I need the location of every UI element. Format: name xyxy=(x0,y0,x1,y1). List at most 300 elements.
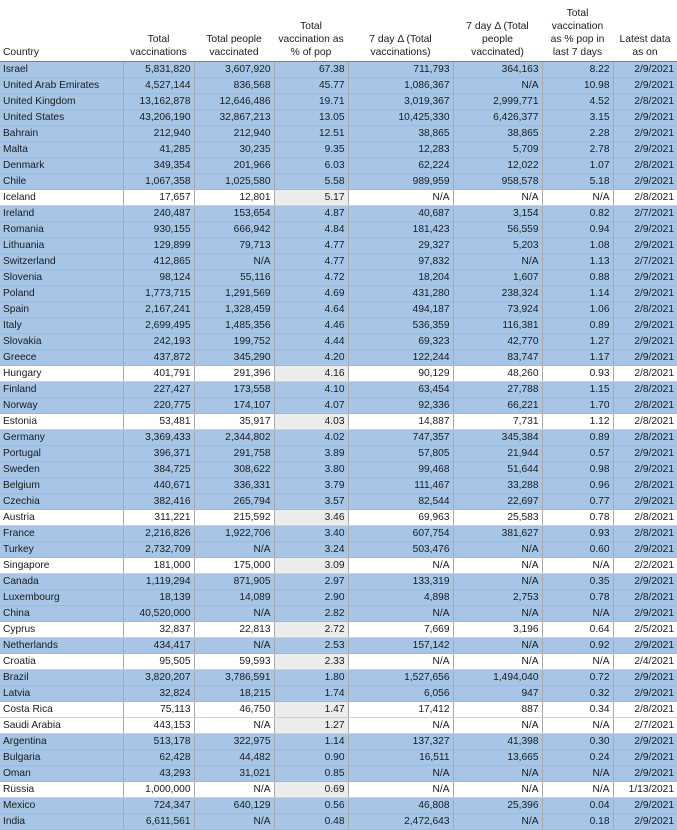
cell-total-people-vaccinated: 31,021 xyxy=(194,766,274,782)
cell-total-vaccinations: 434,417 xyxy=(123,638,194,654)
cell-7day-people: N/A xyxy=(453,718,542,734)
cell-total-vaccinations: 2,167,241 xyxy=(123,302,194,318)
cell-latest-date: 2/8/2021 xyxy=(613,158,677,174)
cell-7day-total: 62,224 xyxy=(348,158,453,174)
cell-pct-pop: 4.69 xyxy=(274,286,348,302)
cell-country: India xyxy=(0,814,123,830)
cell-total-vaccinations: 437,872 xyxy=(123,350,194,366)
cell-latest-date: 2/9/2021 xyxy=(613,174,677,190)
cell-pct-pop: 2.90 xyxy=(274,590,348,606)
cell-pct-pop: 6.03 xyxy=(274,158,348,174)
cell-7day-total: N/A xyxy=(348,606,453,622)
cell-total-vaccinations: 62,428 xyxy=(123,750,194,766)
cell-7day-total: 17,412 xyxy=(348,702,453,718)
table-row xyxy=(0,126,677,142)
cell-pct-pop: 0.85 xyxy=(274,766,348,782)
cell-total-vaccinations: 3,369,433 xyxy=(123,430,194,446)
cell-pct-last-7-days: 1.14 xyxy=(542,286,613,302)
table-row xyxy=(0,670,677,686)
cell-pct-last-7-days: 0.18 xyxy=(542,814,613,830)
cell-pct-last-7-days: 0.89 xyxy=(542,430,613,446)
cell-pct-last-7-days: 0.98 xyxy=(542,462,613,478)
cell-total-people-vaccinated: 59,593 xyxy=(194,654,274,670)
cell-latest-date: 2/9/2021 xyxy=(613,126,677,142)
cell-total-people-vaccinated: 1,922,706 xyxy=(194,526,274,542)
cell-7day-total: 14,887 xyxy=(348,414,453,430)
cell-country: Sweden xyxy=(0,462,123,478)
header-latest-date: Latest data as on xyxy=(613,0,677,62)
cell-country: France xyxy=(0,526,123,542)
cell-total-people-vaccinated: 18,215 xyxy=(194,686,274,702)
cell-total-vaccinations: 5,831,820 xyxy=(123,62,194,78)
cell-latest-date: 2/9/2021 xyxy=(613,222,677,238)
cell-total-people-vaccinated: 1,485,356 xyxy=(194,318,274,334)
cell-latest-date: 2/9/2021 xyxy=(613,734,677,750)
cell-total-vaccinations: 384,725 xyxy=(123,462,194,478)
cell-7day-people: 13,665 xyxy=(453,750,542,766)
cell-latest-date: 2/8/2021 xyxy=(613,478,677,494)
cell-latest-date: 2/9/2021 xyxy=(613,798,677,814)
cell-total-vaccinations: 440,671 xyxy=(123,478,194,494)
cell-latest-date: 2/8/2021 xyxy=(613,398,677,414)
cell-latest-date: 2/8/2021 xyxy=(613,302,677,318)
table-row xyxy=(0,286,677,302)
cell-pct-pop: 3.80 xyxy=(274,462,348,478)
cell-latest-date: 2/8/2021 xyxy=(613,366,677,382)
cell-total-people-vaccinated: 265,794 xyxy=(194,494,274,510)
cell-total-people-vaccinated: 666,942 xyxy=(194,222,274,238)
cell-country: Denmark xyxy=(0,158,123,174)
table-row xyxy=(0,366,677,382)
cell-pct-last-7-days: 0.04 xyxy=(542,798,613,814)
cell-7day-people: 364,163 xyxy=(453,62,542,78)
cell-pct-last-7-days: 1.07 xyxy=(542,158,613,174)
cell-pct-last-7-days: 4.52 xyxy=(542,94,613,110)
cell-pct-last-7-days: 0.64 xyxy=(542,622,613,638)
cell-total-vaccinations: 724,347 xyxy=(123,798,194,814)
cell-total-vaccinations: 401,791 xyxy=(123,366,194,382)
cell-7day-people: N/A xyxy=(453,814,542,830)
cell-total-vaccinations: 412,865 xyxy=(123,254,194,270)
cell-7day-total: N/A xyxy=(348,654,453,670)
cell-7day-people: 3,154 xyxy=(453,206,542,222)
cell-pct-last-7-days: N/A xyxy=(542,718,613,734)
cell-total-vaccinations: 311,221 xyxy=(123,510,194,526)
table-row xyxy=(0,782,677,798)
table-row xyxy=(0,798,677,814)
cell-country: Russia xyxy=(0,782,123,798)
cell-7day-people: N/A xyxy=(453,190,542,206)
cell-7day-total: 69,323 xyxy=(348,334,453,350)
cell-7day-total: 6,056 xyxy=(348,686,453,702)
cell-7day-total: 133,319 xyxy=(348,574,453,590)
cell-7day-total: 111,467 xyxy=(348,478,453,494)
cell-country: Oman xyxy=(0,766,123,782)
cell-country: Bulgaria xyxy=(0,750,123,766)
cell-pct-last-7-days: 0.96 xyxy=(542,478,613,494)
cell-country: Norway xyxy=(0,398,123,414)
table-row xyxy=(0,734,677,750)
cell-pct-pop: 2.82 xyxy=(274,606,348,622)
cell-7day-total: 18,204 xyxy=(348,270,453,286)
cell-latest-date: 2/9/2021 xyxy=(613,670,677,686)
cell-7day-people: 38,865 xyxy=(453,126,542,142)
cell-country: Germany xyxy=(0,430,123,446)
cell-total-people-vaccinated: N/A xyxy=(194,542,274,558)
cell-7day-total: 90,129 xyxy=(348,366,453,382)
cell-7day-total: 157,142 xyxy=(348,638,453,654)
cell-7day-people: 6,426,377 xyxy=(453,110,542,126)
cell-pct-pop: 19.71 xyxy=(274,94,348,110)
table-row xyxy=(0,590,677,606)
cell-pct-last-7-days: 2.78 xyxy=(542,142,613,158)
cell-7day-total: 69,963 xyxy=(348,510,453,526)
table-row xyxy=(0,494,677,510)
cell-7day-total: 97,832 xyxy=(348,254,453,270)
cell-7day-total: 38,865 xyxy=(348,126,453,142)
cell-pct-pop: 1.74 xyxy=(274,686,348,702)
cell-7day-people: N/A xyxy=(453,542,542,558)
cell-country: Canada xyxy=(0,574,123,590)
cell-7day-people: 345,384 xyxy=(453,430,542,446)
cell-country: United Arab Emirates xyxy=(0,78,123,94)
cell-latest-date: 2/9/2021 xyxy=(613,606,677,622)
cell-pct-last-7-days: 0.34 xyxy=(542,702,613,718)
cell-7day-total: 4,898 xyxy=(348,590,453,606)
cell-7day-people: N/A xyxy=(453,782,542,798)
cell-country: Turkey xyxy=(0,542,123,558)
cell-latest-date: 2/9/2021 xyxy=(613,318,677,334)
cell-pct-pop: 4.46 xyxy=(274,318,348,334)
cell-7day-total: 181,423 xyxy=(348,222,453,238)
cell-pct-last-7-days: 1.06 xyxy=(542,302,613,318)
cell-pct-pop: 5.58 xyxy=(274,174,348,190)
cell-7day-people: N/A xyxy=(453,766,542,782)
table-row xyxy=(0,558,677,574)
cell-pct-last-7-days: 0.92 xyxy=(542,638,613,654)
cell-latest-date: 2/9/2021 xyxy=(613,750,677,766)
table-row xyxy=(0,238,677,254)
cell-pct-last-7-days: N/A xyxy=(542,606,613,622)
table-row xyxy=(0,702,677,718)
cell-7day-total: 3,019,367 xyxy=(348,94,453,110)
cell-total-people-vaccinated: 836,568 xyxy=(194,78,274,94)
table-row xyxy=(0,94,677,110)
cell-total-vaccinations: 240,487 xyxy=(123,206,194,222)
cell-latest-date: 2/9/2021 xyxy=(613,334,677,350)
cell-total-vaccinations: 17,657 xyxy=(123,190,194,206)
cell-7day-total: 747,357 xyxy=(348,430,453,446)
cell-country: Ireland xyxy=(0,206,123,222)
cell-country: Latvia xyxy=(0,686,123,702)
cell-7day-total: 16,511 xyxy=(348,750,453,766)
cell-country: Luxembourg xyxy=(0,590,123,606)
table-row xyxy=(0,334,677,350)
cell-latest-date: 2/8/2021 xyxy=(613,94,677,110)
cell-pct-pop: 4.77 xyxy=(274,238,348,254)
cell-pct-last-7-days: N/A xyxy=(542,190,613,206)
cell-7day-people: 5,709 xyxy=(453,142,542,158)
cell-pct-last-7-days: 0.32 xyxy=(542,686,613,702)
cell-latest-date: 2/8/2021 xyxy=(613,190,677,206)
cell-7day-people: 83,747 xyxy=(453,350,542,366)
cell-pct-pop: 0.56 xyxy=(274,798,348,814)
cell-total-vaccinations: 32,837 xyxy=(123,622,194,638)
cell-pct-pop: 2.33 xyxy=(274,654,348,670)
cell-pct-last-7-days: 0.88 xyxy=(542,270,613,286)
cell-7day-total: 494,187 xyxy=(348,302,453,318)
cell-total-vaccinations: 18,139 xyxy=(123,590,194,606)
cell-total-people-vaccinated: 1,291,569 xyxy=(194,286,274,302)
cell-pct-pop: 3.89 xyxy=(274,446,348,462)
cell-latest-date: 2/9/2021 xyxy=(613,462,677,478)
cell-pct-pop: 9.35 xyxy=(274,142,348,158)
cell-total-vaccinations: 75,113 xyxy=(123,702,194,718)
cell-total-vaccinations: 212,940 xyxy=(123,126,194,142)
cell-latest-date: 2/4/2021 xyxy=(613,654,677,670)
cell-7day-people: 27,788 xyxy=(453,382,542,398)
cell-country: Croatia xyxy=(0,654,123,670)
cell-7day-total: 607,754 xyxy=(348,526,453,542)
cell-7day-people: 25,583 xyxy=(453,510,542,526)
cell-pct-pop: 1.47 xyxy=(274,702,348,718)
cell-country: Austria xyxy=(0,510,123,526)
cell-country: Finland xyxy=(0,382,123,398)
cell-7day-total: 29,327 xyxy=(348,238,453,254)
cell-7day-people: 2,999,771 xyxy=(453,94,542,110)
cell-pct-pop: 4.87 xyxy=(274,206,348,222)
cell-total-people-vaccinated: 336,331 xyxy=(194,478,274,494)
cell-country: Greece xyxy=(0,350,123,366)
cell-7day-total: 711,793 xyxy=(348,62,453,78)
cell-pct-last-7-days: 0.93 xyxy=(542,366,613,382)
cell-7day-people: 887 xyxy=(453,702,542,718)
cell-total-people-vaccinated: 175,000 xyxy=(194,558,274,574)
cell-7day-people: 33,288 xyxy=(453,478,542,494)
cell-country: China xyxy=(0,606,123,622)
cell-latest-date: 2/7/2021 xyxy=(613,206,677,222)
cell-latest-date: 2/9/2021 xyxy=(613,286,677,302)
cell-total-vaccinations: 3,820,207 xyxy=(123,670,194,686)
cell-7day-people: 21,944 xyxy=(453,446,542,462)
cell-country: Italy xyxy=(0,318,123,334)
table-row xyxy=(0,750,677,766)
table-row xyxy=(0,414,677,430)
table-row xyxy=(0,142,677,158)
table-row xyxy=(0,302,677,318)
cell-total-vaccinations: 53,481 xyxy=(123,414,194,430)
cell-total-vaccinations: 382,416 xyxy=(123,494,194,510)
cell-7day-people: 7,731 xyxy=(453,414,542,430)
cell-pct-last-7-days: 0.94 xyxy=(542,222,613,238)
cell-total-people-vaccinated: 3,786,591 xyxy=(194,670,274,686)
cell-pct-pop: 12.51 xyxy=(274,126,348,142)
cell-total-vaccinations: 41,285 xyxy=(123,142,194,158)
cell-total-vaccinations: 1,119,294 xyxy=(123,574,194,590)
cell-total-people-vaccinated: 199,752 xyxy=(194,334,274,350)
cell-pct-last-7-days: 1.27 xyxy=(542,334,613,350)
cell-pct-pop: 4.64 xyxy=(274,302,348,318)
cell-country: Argentina xyxy=(0,734,123,750)
cell-total-vaccinations: 220,775 xyxy=(123,398,194,414)
cell-7day-total: 989,959 xyxy=(348,174,453,190)
table-row xyxy=(0,718,677,734)
cell-country: Cyprus xyxy=(0,622,123,638)
cell-7day-total: 40,687 xyxy=(348,206,453,222)
cell-total-people-vaccinated: 291,758 xyxy=(194,446,274,462)
cell-latest-date: 2/2/2021 xyxy=(613,558,677,574)
cell-total-vaccinations: 43,293 xyxy=(123,766,194,782)
table-row xyxy=(0,654,677,670)
cell-7day-people: N/A xyxy=(453,638,542,654)
cell-total-people-vaccinated: 12,801 xyxy=(194,190,274,206)
cell-total-vaccinations: 2,216,826 xyxy=(123,526,194,542)
table-row xyxy=(0,398,677,414)
cell-pct-last-7-days: N/A xyxy=(542,782,613,798)
cell-7day-total: 99,468 xyxy=(348,462,453,478)
cell-country: Costa Rica xyxy=(0,702,123,718)
cell-total-people-vaccinated: 44,482 xyxy=(194,750,274,766)
cell-latest-date: 2/9/2021 xyxy=(613,142,677,158)
cell-pct-last-7-days: 2.28 xyxy=(542,126,613,142)
cell-pct-pop: 2.53 xyxy=(274,638,348,654)
table-body xyxy=(0,62,677,830)
cell-country: Romania xyxy=(0,222,123,238)
cell-total-people-vaccinated: 201,966 xyxy=(194,158,274,174)
cell-pct-pop: 1.80 xyxy=(274,670,348,686)
cell-pct-pop: 4.02 xyxy=(274,430,348,446)
cell-total-people-vaccinated: 2,344,802 xyxy=(194,430,274,446)
cell-pct-pop: 4.77 xyxy=(274,254,348,270)
cell-7day-people: 48,260 xyxy=(453,366,542,382)
cell-7day-people: N/A xyxy=(453,78,542,94)
cell-pct-pop: 4.72 xyxy=(274,270,348,286)
cell-total-people-vaccinated: 55,116 xyxy=(194,270,274,286)
cell-7day-people: 947 xyxy=(453,686,542,702)
cell-country: Portugal xyxy=(0,446,123,462)
cell-latest-date: 2/9/2021 xyxy=(613,814,677,830)
table-row xyxy=(0,158,677,174)
cell-pct-last-7-days: N/A xyxy=(542,654,613,670)
cell-pct-last-7-days: 10.98 xyxy=(542,78,613,94)
cell-7day-people: N/A xyxy=(453,606,542,622)
table-row xyxy=(0,318,677,334)
header-pct-last-7-days: Total vaccination as % pop in last 7 days xyxy=(542,0,613,62)
cell-pct-last-7-days: N/A xyxy=(542,558,613,574)
cell-7day-total: N/A xyxy=(348,190,453,206)
cell-latest-date: 2/8/2021 xyxy=(613,590,677,606)
cell-total-vaccinations: 4,527,144 xyxy=(123,78,194,94)
cell-7day-total: 137,327 xyxy=(348,734,453,750)
cell-pct-pop: 4.84 xyxy=(274,222,348,238)
table-row xyxy=(0,174,677,190)
cell-latest-date: 2/7/2021 xyxy=(613,254,677,270)
cell-7day-people: 116,381 xyxy=(453,318,542,334)
cell-total-vaccinations: 2,699,495 xyxy=(123,318,194,334)
table-row xyxy=(0,222,677,238)
cell-pct-last-7-days: 1.15 xyxy=(542,382,613,398)
cell-total-vaccinations: 513,178 xyxy=(123,734,194,750)
cell-7day-total: 431,280 xyxy=(348,286,453,302)
header-country: Country xyxy=(0,0,123,62)
table-row xyxy=(0,206,677,222)
cell-pct-pop: 45.77 xyxy=(274,78,348,94)
cell-7day-people: 41,398 xyxy=(453,734,542,750)
cell-total-people-vaccinated: 12,646,486 xyxy=(194,94,274,110)
cell-total-people-vaccinated: 35,917 xyxy=(194,414,274,430)
table-row xyxy=(0,814,677,830)
cell-7day-total: 503,476 xyxy=(348,542,453,558)
cell-7day-people: 1,607 xyxy=(453,270,542,286)
cell-7day-people: 1,494,040 xyxy=(453,670,542,686)
cell-latest-date: 2/9/2021 xyxy=(613,110,677,126)
cell-total-people-vaccinated: 30,235 xyxy=(194,142,274,158)
cell-total-people-vaccinated: 174,107 xyxy=(194,398,274,414)
cell-7day-people: 25,396 xyxy=(453,798,542,814)
cell-country: Brazil xyxy=(0,670,123,686)
cell-pct-pop: 0.90 xyxy=(274,750,348,766)
cell-pct-pop: 3.40 xyxy=(274,526,348,542)
cell-pct-pop: 4.03 xyxy=(274,414,348,430)
cell-pct-pop: 3.79 xyxy=(274,478,348,494)
table-row xyxy=(0,430,677,446)
table-row xyxy=(0,686,677,702)
cell-latest-date: 2/9/2021 xyxy=(613,574,677,590)
cell-total-people-vaccinated: 46,750 xyxy=(194,702,274,718)
cell-7day-people: 51,644 xyxy=(453,462,542,478)
cell-total-people-vaccinated: N/A xyxy=(194,782,274,798)
table-row xyxy=(0,270,677,286)
cell-pct-pop: 67.38 xyxy=(274,62,348,78)
cell-pct-last-7-days: 0.78 xyxy=(542,510,613,526)
cell-country: Mexico xyxy=(0,798,123,814)
cell-latest-date: 2/9/2021 xyxy=(613,494,677,510)
cell-pct-last-7-days: 0.93 xyxy=(542,526,613,542)
cell-country: United States xyxy=(0,110,123,126)
table-row xyxy=(0,78,677,94)
cell-7day-total: N/A xyxy=(348,782,453,798)
cell-pct-last-7-days: 0.82 xyxy=(542,206,613,222)
cell-pct-pop: 4.20 xyxy=(274,350,348,366)
cell-pct-last-7-days: 8.22 xyxy=(542,62,613,78)
cell-latest-date: 2/8/2021 xyxy=(613,430,677,446)
table-row xyxy=(0,478,677,494)
cell-pct-pop: 4.07 xyxy=(274,398,348,414)
cell-7day-people: N/A xyxy=(453,654,542,670)
cell-pct-last-7-days: 0.60 xyxy=(542,542,613,558)
cell-pct-pop: 13.05 xyxy=(274,110,348,126)
cell-total-vaccinations: 1,000,000 xyxy=(123,782,194,798)
cell-pct-pop: 0.48 xyxy=(274,814,348,830)
cell-total-people-vaccinated: N/A xyxy=(194,814,274,830)
cell-7day-people: N/A xyxy=(453,574,542,590)
cell-total-vaccinations: 443,153 xyxy=(123,718,194,734)
cell-7day-people: 5,203 xyxy=(453,238,542,254)
cell-total-vaccinations: 40,520,000 xyxy=(123,606,194,622)
table-row xyxy=(0,62,677,78)
cell-pct-last-7-days: 3.15 xyxy=(542,110,613,126)
cell-latest-date: 2/9/2021 xyxy=(613,350,677,366)
cell-7day-total: 536,359 xyxy=(348,318,453,334)
cell-7day-people: 73,924 xyxy=(453,302,542,318)
cell-total-vaccinations: 6,611,561 xyxy=(123,814,194,830)
cell-total-people-vaccinated: N/A xyxy=(194,638,274,654)
cell-7day-people: N/A xyxy=(453,254,542,270)
cell-total-vaccinations: 930,155 xyxy=(123,222,194,238)
cell-total-vaccinations: 95,505 xyxy=(123,654,194,670)
cell-latest-date: 2/9/2021 xyxy=(613,238,677,254)
cell-7day-people: 12,022 xyxy=(453,158,542,174)
